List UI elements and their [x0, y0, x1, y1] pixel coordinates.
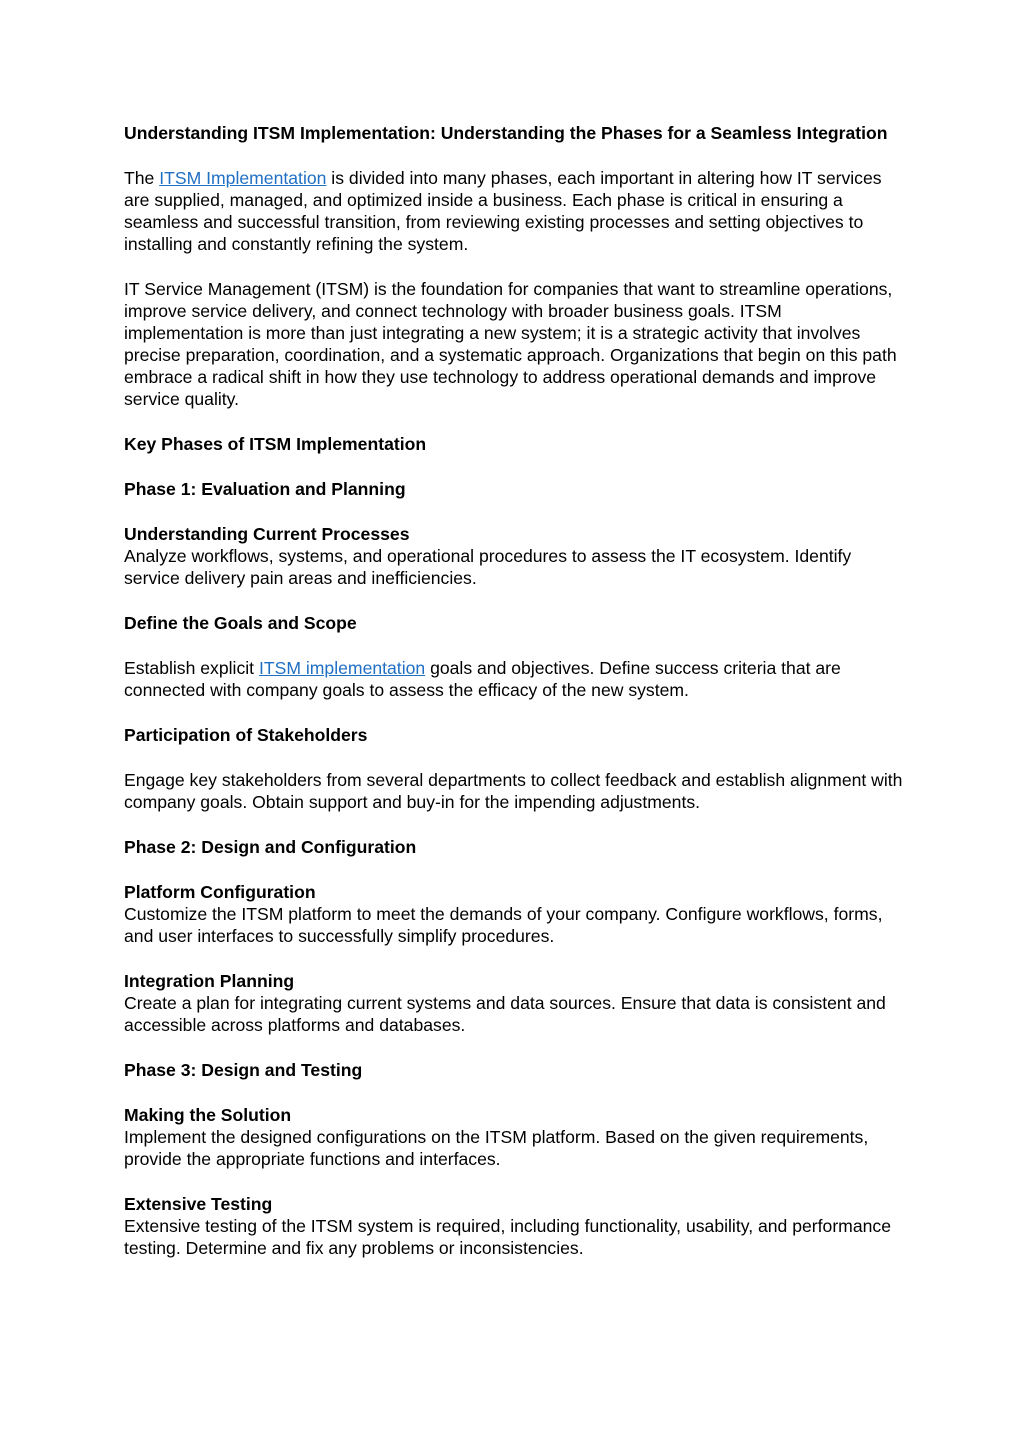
making-solution-text: Implement the designed configurations on the ITSM platform. Based on the given requirements, provide the appropriate functions and interfaces. [124, 1127, 869, 1169]
itsm-implementation-link-2[interactable]: ITSM implementation [258, 658, 426, 678]
current-processes-text: Analyze workflows, systems, and operational procedures to assess the IT ecosystem. Identify service delivery pain areas and inefficiencies. [124, 546, 852, 588]
phase1-heading: Phase 1: Evaluation and Planning [124, 479, 406, 499]
intro-paragraph [124, 167, 904, 255]
document-page [124, 122, 904, 1259]
phase2-heading: Phase 2: Design and Configuration [124, 837, 417, 857]
itsm-overview-paragraph: IT Service Management (ITSM) is the foundation for companies that want to streamline operations, improve service delivery, and connect technology with broader business goals. ITSM implementation is more than just integrating a new system; it is a strategic activity that involves precise preparation, coordination, and a systematic approach. Organizations that begin on this path embrace a radical shift in how they use technology to address operational demands and improve service quality. [124, 279, 897, 409]
goals-scope-paragraph [124, 657, 904, 701]
current-processes-heading: Understanding Current Processes [124, 524, 410, 544]
intro-text-after: is divided into many phases, each important in altering how IT services are supplied, managed, and optimized inside a business. Each phase is critical in ensuring a seamless and successful transition, from reviewing existing processes and setting objectives to installing and constantly refining the system. [124, 168, 882, 254]
key-phases-heading: Key Phases of ITSM Implementation [124, 434, 427, 454]
intro-text-before: The [124, 168, 160, 188]
phase3-heading: Phase 3: Design and Testing [124, 1060, 363, 1080]
document-title: Understanding ITSM Implementation: Understanding the Phases for a Seamless Integration [124, 123, 888, 143]
platform-configuration-heading: Platform Configuration [124, 882, 316, 902]
extensive-testing-heading: Extensive Testing [124, 1194, 273, 1214]
stakeholders-text: Engage key stakeholders from several departments to collect feedback and establish alignment with company goals. Obtain support and buy-in for the impending adjustments. [124, 770, 903, 812]
goals-text-after: goals and objectives. Define success criteria that are connected with company goals to assess the efficacy of the new system. [124, 658, 841, 700]
integration-planning-heading: Integration Planning [124, 971, 295, 991]
integration-planning-text: Create a plan for integrating current systems and data sources. Ensure that data is consistent and accessible across platforms and databases. [124, 993, 886, 1035]
stakeholders-heading: Participation of Stakeholders [124, 725, 368, 745]
goals-text-before: Establish explicit [124, 658, 259, 678]
making-solution-heading: Making the Solution [124, 1105, 292, 1125]
platform-configuration-text: Customize the ITSM platform to meet the demands of your company. Configure workflows, forms, and user interfaces to successfully simplify procedures. [124, 904, 883, 946]
itsm-implementation-link[interactable]: ITSM Implementation [159, 168, 327, 188]
extensive-testing-text: Extensive testing of the ITSM system is required, including functionality, usability, and performance testing. Determine and fix any problems or inconsistencies. [124, 1216, 891, 1258]
goals-scope-heading: Define the Goals and Scope [124, 613, 357, 633]
